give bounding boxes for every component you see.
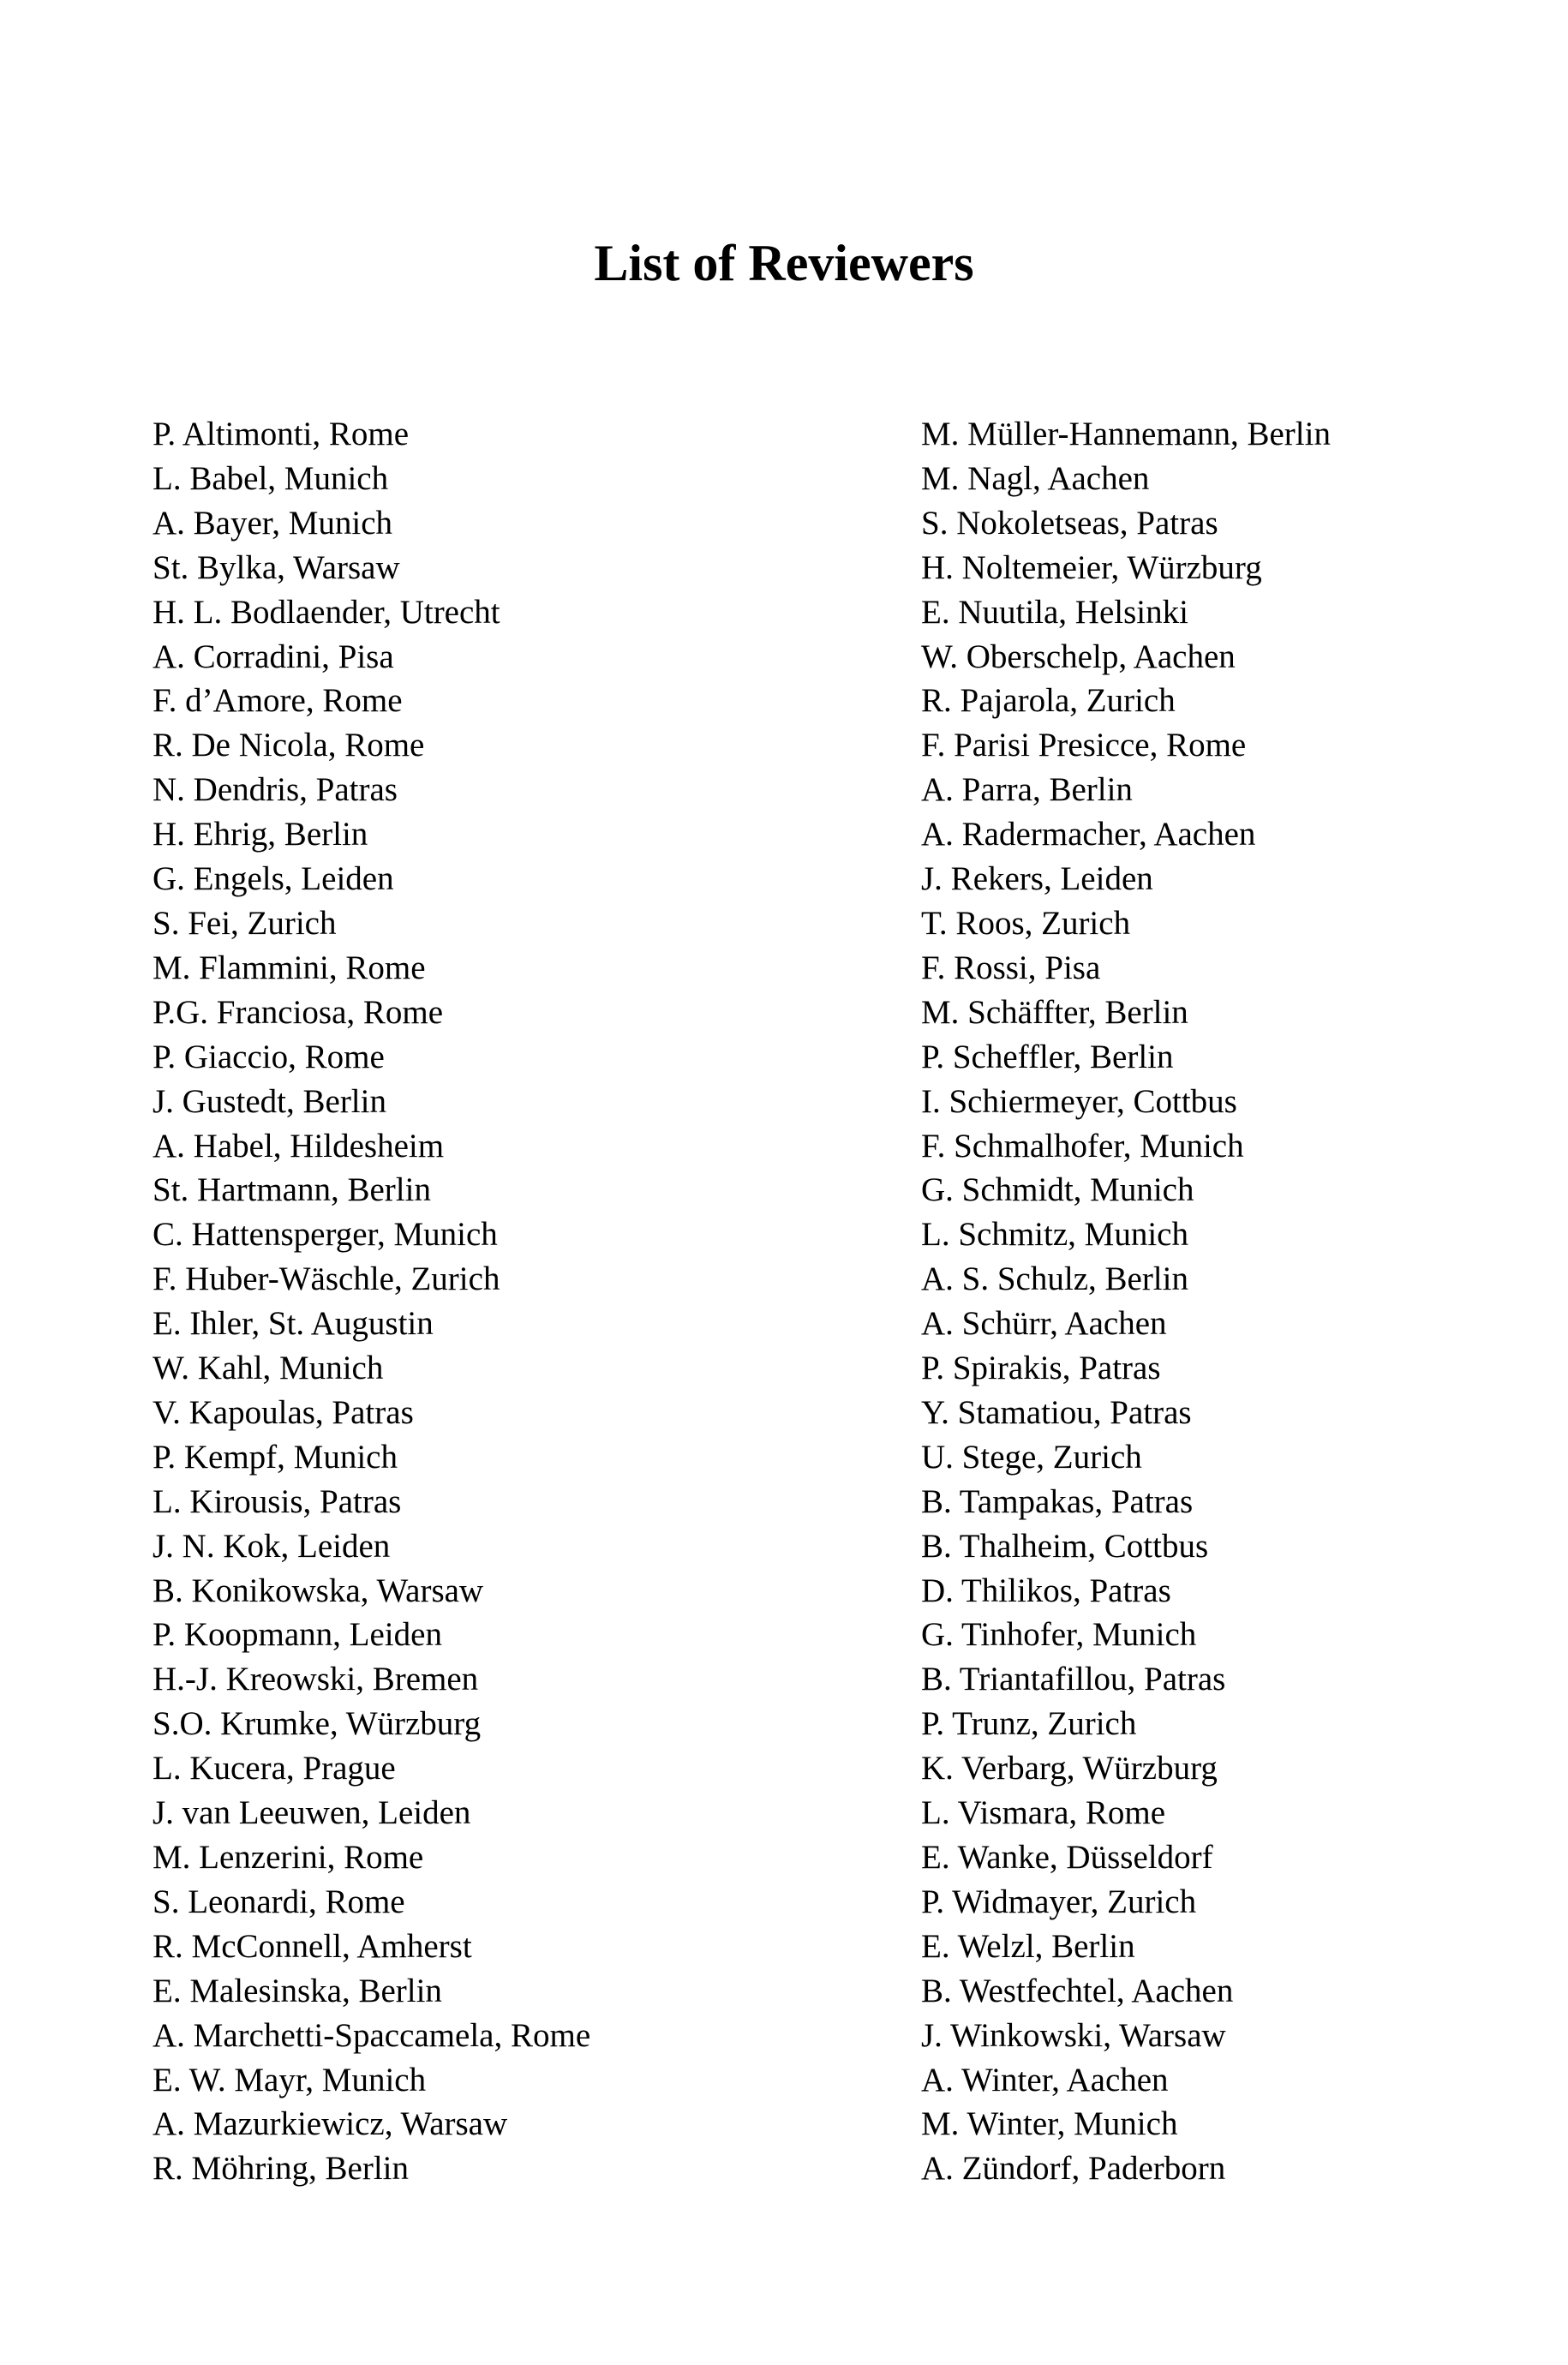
reviewer-entry: S. Leonardi, Rome	[153, 1883, 405, 1920]
reviewer-entry: A. Winter, Aachen	[921, 2061, 1169, 2099]
reviewer-entry: W. Oberschelp, Aachen	[921, 638, 1236, 675]
reviewer-entry: L. Kirousis, Patras	[153, 1482, 402, 1520]
reviewer-entry: A. S. Schulz, Berlin	[921, 1260, 1188, 1298]
reviewer-entry: P. Widmayer, Zurich	[921, 1883, 1197, 1920]
reviewer-entry: M. Lenzerini, Rome	[153, 1839, 424, 1876]
reviewer-entry: A. Mazurkiewicz, Warsaw	[153, 2105, 508, 2143]
reviewer-entry: M. Flammini, Rome	[153, 949, 426, 986]
reviewer-entry: P.G. Franciosa, Rome	[153, 993, 444, 1031]
reviewer-entry: E. W. Mayr, Munich	[153, 2061, 427, 2099]
reviewer-entry: P. Kempf, Munich	[153, 1438, 398, 1476]
reviewer-entry: E. Nuutila, Helsinki	[921, 593, 1188, 631]
reviewer-entry: F. d’Amore, Rome	[153, 682, 403, 720]
reviewer-entry: M. Nagl, Aachen	[921, 459, 1150, 497]
reviewer-list-left-column	[153, 412, 752, 2191]
reviewer-entry: S.O. Krumke, Würzburg	[153, 1705, 482, 1743]
reviewer-entry: A. Habel, Hildesheim	[153, 1127, 445, 1165]
reviewer-entry: Y. Stamatiou, Patras	[921, 1393, 1192, 1431]
reviewer-entry: L. Babel, Munich	[153, 459, 389, 497]
reviewer-entry: A. Zündorf, Paderborn	[921, 2150, 1226, 2188]
reviewer-entry: J. Rekers, Leiden	[921, 860, 1153, 898]
reviewer-entry: St. Bylka, Warsaw	[153, 548, 400, 586]
reviewer-entry: P. Trunz, Zurich	[921, 1705, 1137, 1743]
reviewer-entry: A. Parra, Berlin	[921, 771, 1133, 809]
reviewer-entry: P. Koopmann, Leiden	[153, 1616, 442, 1654]
reviewer-entry: B. Konikowska, Warsaw	[153, 1572, 484, 1609]
reviewer-entry: V. Kapoulas, Patras	[153, 1393, 414, 1431]
reviewer-entry: K. Verbarg, Würzburg	[921, 1750, 1218, 1787]
reviewer-entry: A. Schürr, Aachen	[921, 1305, 1167, 1343]
reviewer-entry: M. Schäffter, Berlin	[921, 993, 1188, 1031]
reviewer-entry: N. Dendris, Patras	[153, 771, 398, 809]
reviewer-entry: E. Ihler, St. Augustin	[153, 1305, 434, 1343]
reviewer-entry: B. Triantafillou, Patras	[921, 1661, 1226, 1698]
reviewer-entry: R. Möhring, Berlin	[153, 2150, 409, 2188]
reviewer-entry: St. Hartmann, Berlin	[153, 1171, 431, 1209]
reviewer-entry: H. L. Bodlaender, Utrecht	[153, 593, 500, 631]
reviewer-entry: H.-J. Kreowski, Bremen	[153, 1661, 479, 1698]
reviewer-entry: P. Scheffler, Berlin	[921, 1038, 1174, 1075]
reviewer-entry: B. Westfechtel, Aachen	[921, 1972, 1234, 2009]
reviewer-entry: R. De Nicola, Rome	[153, 727, 425, 764]
reviewer-entry: H. Noltemeier, Würzburg	[921, 548, 1262, 586]
reviewer-entry: F. Schmalhofer, Munich	[921, 1127, 1244, 1165]
reviewer-entry: W. Kahl, Munich	[153, 1350, 384, 1387]
reviewer-entry: R. Pajarola, Zurich	[921, 682, 1176, 720]
reviewer-entry: B. Tampakas, Patras	[921, 1482, 1194, 1520]
reviewer-entry: J. van Leeuwen, Leiden	[153, 1794, 471, 1832]
reviewer-entry: G. Engels, Leiden	[153, 860, 394, 898]
reviewer-entry: A. Marchetti-Spaccamela, Rome	[153, 2016, 591, 2054]
reviewer-entry: F. Parisi Presicce, Rome	[921, 727, 1247, 764]
reviewer-entry: E. Malesinska, Berlin	[153, 1972, 442, 2009]
reviewer-entry: H. Ehrig, Berlin	[153, 816, 368, 853]
reviewer-entry: J. N. Kok, Leiden	[153, 1527, 391, 1565]
reviewer-entry: P. Giaccio, Rome	[153, 1038, 385, 1075]
page-title: List of Reviewers	[594, 235, 974, 291]
reviewer-entry: L. Schmitz, Munich	[921, 1216, 1188, 1254]
reviewer-entry: R. McConnell, Amherst	[153, 1927, 472, 1965]
reviewer-entry: J. Winkowski, Warsaw	[921, 2016, 1226, 2054]
reviewer-entry: M. Winter, Munich	[921, 2105, 1178, 2143]
reviewer-entry: L. Vismara, Rome	[921, 1794, 1166, 1832]
reviewer-entry: E. Wanke, Düsseldorf	[921, 1839, 1213, 1876]
reviewer-entry: A. Bayer, Munich	[153, 504, 393, 542]
reviewer-entry: T. Roos, Zurich	[921, 904, 1131, 942]
reviewer-entry: U. Stege, Zurich	[921, 1438, 1142, 1476]
reviewer-entry: S. Nokoletseas, Patras	[921, 504, 1218, 542]
reviewer-entry: D. Thilikos, Patras	[921, 1572, 1171, 1609]
reviewer-entry: F. Huber-Wäschle, Zurich	[153, 1260, 500, 1298]
reviewer-entry: M. Müller-Hannemann, Berlin	[921, 416, 1331, 452]
reviewer-entry: E. Welzl, Berlin	[921, 1927, 1135, 1965]
reviewer-entry: C. Hattensperger, Munich	[153, 1216, 498, 1254]
reviewer-entry: P. Altimonti, Rome	[153, 416, 410, 452]
reviewer-entry: S. Fei, Zurich	[153, 904, 337, 942]
reviewer-entry: P. Spirakis, Patras	[921, 1350, 1161, 1387]
reviewer-entry: J. Gustedt, Berlin	[153, 1082, 386, 1120]
reviewer-entry: L. Kucera, Prague	[153, 1750, 396, 1787]
reviewer-entry: I. Schiermeyer, Cottbus	[921, 1082, 1237, 1120]
reviewer-list-right-column	[921, 412, 1521, 2191]
reviewer-entry: A. Radermacher, Aachen	[921, 816, 1256, 853]
reviewer-entry: B. Thalheim, Cottbus	[921, 1527, 1209, 1565]
reviewer-entry: G. Schmidt, Munich	[921, 1171, 1194, 1209]
reviewer-entry: G. Tinhofer, Munich	[921, 1616, 1197, 1654]
reviewer-entry: A. Corradini, Pisa	[153, 638, 394, 675]
reviewer-entry: F. Rossi, Pisa	[921, 949, 1101, 986]
